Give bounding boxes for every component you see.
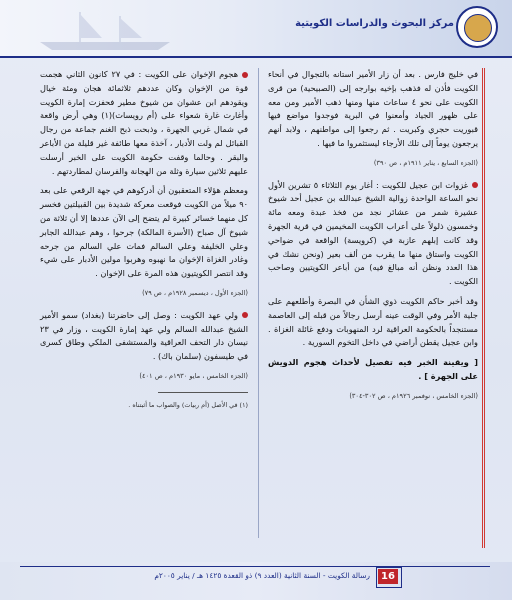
left-column (40, 68, 248, 419)
journal-line: رسالة الكويت - السنة الثانية (العدد ٩) ذو القعدة ١٤٢٥ هـ / يناير ٢٠٠٥م (154, 571, 370, 580)
right-column (268, 68, 478, 412)
left-paragraph-1-text: هجوم الإخوان على الكويت : في ٢٧ كانون الثاني هجمت قوة من الإخوان وكان عددهم ثلاثمائة هجان ومئة خيال ويقودهم ابن عشوان من شيوخ مطير فحفزت إمارة الكويت وأغارت غارة شعواء على (أم رويسات)(١) وهي أرض واقعة في شمال غربي الجهرة ، وذبحت ذبح الغنم جماعة من رجال القبائل لم ولت الأدبار ، آخذة معها طائفة غير قليلة من الأباعر والبقر . وحالما وقفت حكومة الكويت على الخبر أرسلت عليهم ثلاثين سيارة وثلة من الهجانة والفرسان لمطاردتهم . (40, 69, 248, 176)
margin-rule-secondary (484, 68, 485, 548)
left-paragraph-3-text: ولي عهد الكويت : وصل إلى حاضرتنا (بغداد) سمو الأمير الشيخ عبدالله السالم ولي عهد إمارة الكويت ، وزار في ٢٣ نيسان دار التحف العراقية والمستشفى الملكي وطاق كسرى في طيسفون (سلمان باك) . (40, 309, 248, 362)
footnote: (١) في الأصل (أم ربيات) والصواب ما أثبتناه . (128, 401, 248, 410)
bullet-icon (242, 72, 248, 78)
left-paragraph-2: ومعظم هؤلاء المتعقبون أن أدركوهم في جهة الرقعي على بعد ٩٠ ميلاً من الكويت فوقعت معركة شديدة بين القبيلتين فخسر كل منهما خسائر كبيرة لم يتضح إلى الآن عددها إلا أن ثلاثة من شيوخ آل صباح (الأسرة المالكة) جرحوا ، وهم عبدالله الجابر وعلي الخليفة وعلي السالم فمات علي السالم من جرحه وغادر الغزاة الإخوان ما نهبوه وهربوا مولين الأدبار على شيء وقد انتصر الكويتيون هذه المرة على الإخوان . (40, 185, 248, 279)
header-rule (0, 56, 512, 58)
org-logo (456, 6, 498, 48)
ship-illustration (30, 8, 180, 52)
bullet-icon (472, 182, 478, 188)
right-source-2: (الجزء الخامس ، نوفمبر ١٩٢٦م ، ص ٣٠٢-٣٠٤) (349, 391, 478, 400)
left-paragraph-3 (40, 309, 248, 364)
right-paragraph-1: في خليج فارس . بعد أن زار الأمير استانه بالتجوال في أنحاء الكويت فأذن له فذهب بإخيه بوارجه إلى (الصبيحية) من قرى الكويت على نحو ٤ ساعات منها ومنها ذهب الأمير ومن معه على ظهور الجياد وأمعنوا في البرية فوجدوا مواضع فيها قبوريت حجري وكبريت . ثم رجعوا إلى مواطنهم ، ولابد أنهم يرجعون يوماً إلى تلك الأرجاء ليستثمروا ما فيها . (268, 69, 478, 148)
bullet-icon (242, 312, 248, 318)
right-paragraph-4: [ ويقينة الخبر فيه تفصيل لأحداث هجوم الدويش على الجهرة ] . (268, 357, 478, 381)
left-source-1: (الجزء الأول ، ديسمبر ١٩٢٨م ، ص ٧٩) (142, 288, 248, 297)
column-divider (258, 68, 259, 538)
right-source-1: (الجزء السابع ، يناير ١٩١١م ، ص ٣٩٠) (373, 158, 478, 167)
left-source-2: (الجزء الخامس ، مايو ١٩٣٠م ، ص ٤٠١) (139, 371, 248, 380)
page-number: 16 (378, 569, 398, 584)
left-paragraph-1 (40, 68, 248, 178)
footnote-rule (158, 392, 248, 393)
page-footer (0, 562, 512, 600)
right-paragraph-2 (268, 179, 478, 289)
right-paragraph-2-text: غزوات ابن عجيل للكويت : أغار يوم الثلاثاء ٥ تشرين الأول نحو الساعة الواحدة زوالية الشيخ عبدالله بن عجيل أحد شيوخ عشيرة شمر من عشائر نجد من فخذ عبدة ومعه مائة وخمسون ذلولاً على أعراب الكويت المخيمين في قرية الجهرة وقد كانت إبلهم عازبة في (كرويسة) الواقعة في ضواحي الكويت واستاق منها ما يقرب من ألف بعير (ونحن نشك في هذا العدد ونظن أنه مبالغ فيه) من أباعر الكويتيين وصاحب الكويت . (268, 179, 478, 287)
right-paragraph-3: وقد أخبر حاكم الكويت ذوي الشأن في البصرة وأطلعهم على جلية الأمر وفي الوقت عينه أرسل رجالاً من قبله إلى العاصمة مستنجداً بالحكومة العراقية لرد المنهوبات ودفع غائلة الغزاة . وابن عجيل يقطن أراضي في داخل التخوم السورية . (268, 295, 478, 348)
margin-rule (482, 68, 483, 548)
page-header (0, 0, 512, 56)
logo-emblem (464, 14, 492, 42)
footer-rule (20, 566, 490, 567)
org-name: مركز البحوث والدراسات الكويتية (295, 18, 454, 29)
